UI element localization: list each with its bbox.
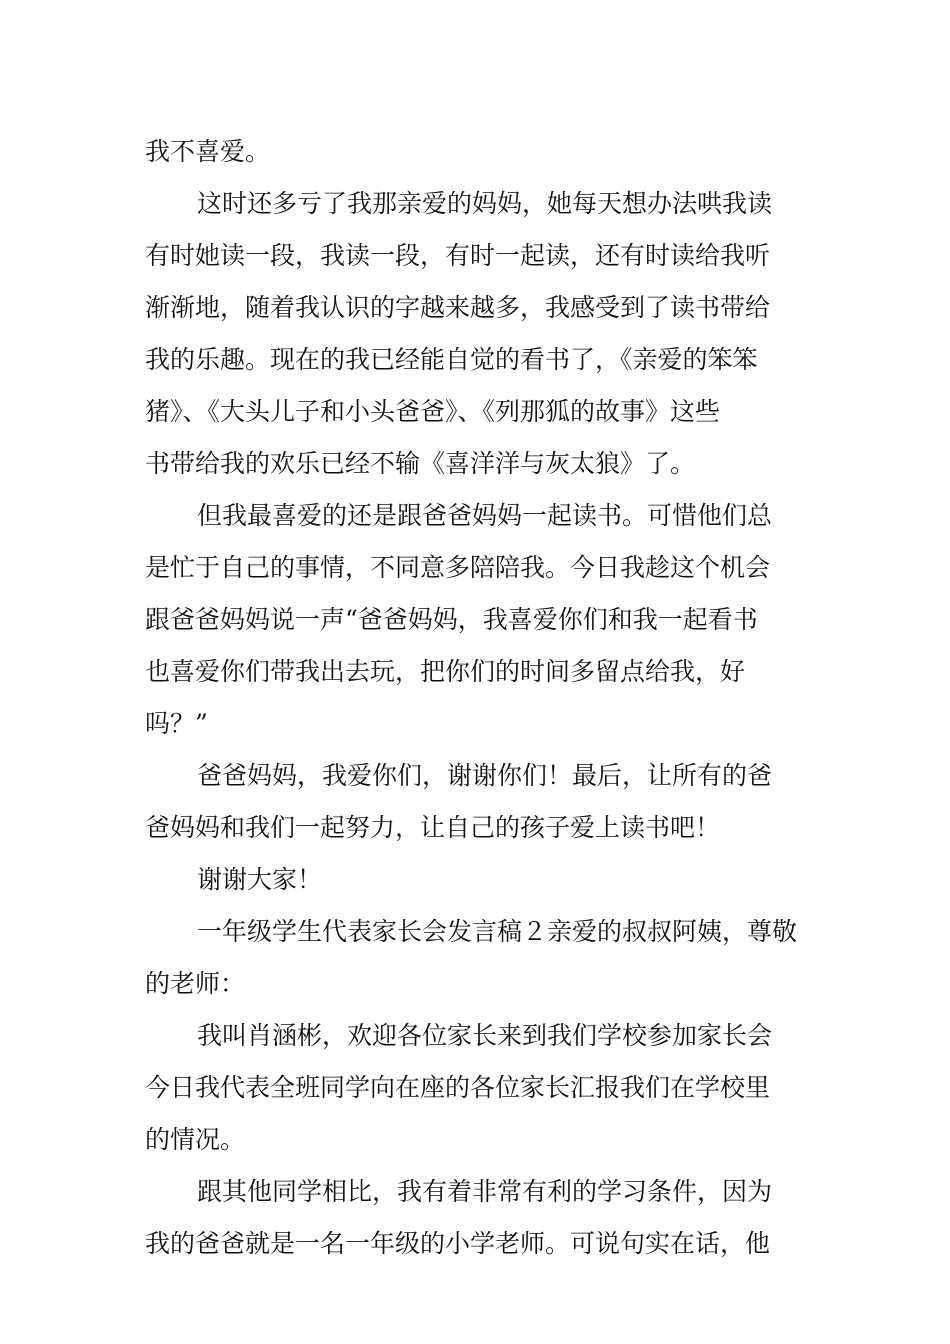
document-body [145, 126, 810, 1270]
text-line: 跟其他同学相比，我有着非常有利的学习条件，因为 [197, 1177, 773, 1206]
text-line: 也喜爱你们带我出去玩，把你们的时间多留点给我，好 [145, 657, 746, 686]
text-line: 爸爸妈妈，我爱你们，谢谢你们！最后，让所有的爸 [197, 761, 773, 790]
text-line: 我不喜爱。 [145, 137, 271, 166]
text-line: 我的爸爸就是一名一年级的小学老师。可说句实在话，他 [145, 1229, 771, 1258]
text-line: 的情况。 [145, 1125, 246, 1154]
text-line: 但我最喜爱的还是跟爸爸妈妈一起读书。可惜他们总 [197, 501, 773, 530]
text-line: 我叫肖涵彬，欢迎各位家长来到我们学校参加家长会 [197, 1021, 773, 1050]
text-line: 吗？” [145, 709, 208, 738]
text-line: 这时还多亏了我那亲爱的妈妈，她每天想办法哄我读 [197, 189, 773, 218]
text-line: 爸妈妈和我们一起努力，让自己的孩子爱上读书吧！ [145, 813, 721, 842]
text-line: 跟爸爸妈妈说一声“爸爸妈妈，我喜爱你们和我一起看书 [145, 605, 758, 634]
text-line: 猪》、《大头儿子和小头爸爸》、《列那狐的故事》这些 [145, 397, 721, 426]
text-line: 一年级学生代表家长会发言稿２亲爱的叔叔阿姨，尊敬 [197, 917, 798, 946]
text-line: 书带给我的欢乐已经不输《喜洋洋与灰太狼》了。 [145, 449, 696, 478]
text-line: 我的乐趣。现在的我已经能自觉的看书了，《亲爱的笨笨 [145, 345, 758, 374]
text-line: 今日我代表全班同学向在座的各位家长汇报我们在学校里 [145, 1073, 771, 1102]
text-line: 渐渐地，随着我认识的字越来越多，我感受到了读书带给 [145, 293, 771, 322]
text-line: 的老师： [145, 969, 246, 998]
text-line: 有时她读一段，我读一段，有时一起读，还有时读给我听 [145, 241, 771, 270]
text-line: 是忙于自己的事情，不同意多陪陪我。今日我趁这个机会 [145, 553, 771, 582]
text-line: 谢谢大家！ [197, 865, 323, 894]
